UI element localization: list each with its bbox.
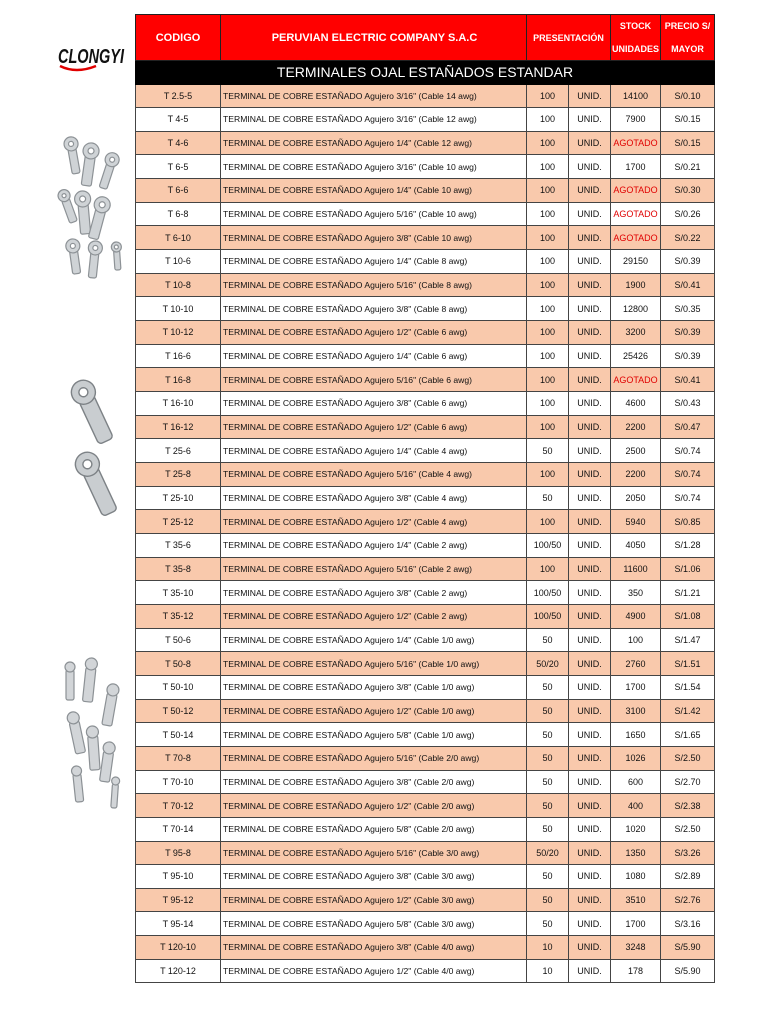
stock-cell: 1900 <box>611 273 661 297</box>
unit-cell: UNID. <box>569 463 611 487</box>
price-cell: S/2.50 <box>661 746 715 770</box>
code-cell: T 95-12 <box>136 888 221 912</box>
table-row <box>136 794 715 818</box>
unit-cell: UNID. <box>569 510 611 534</box>
qty-cell: 100 <box>527 557 569 581</box>
price-cell: S/5.90 <box>661 936 715 960</box>
code-cell: T 50-12 <box>136 699 221 723</box>
code-cell: T 16-6 <box>136 344 221 368</box>
code-cell: T 50-6 <box>136 628 221 652</box>
header-row-top <box>136 15 715 38</box>
unit-cell: UNID. <box>569 273 611 297</box>
desc-cell: TERMINAL DE COBRE ESTAÑADO Agujero 3/8" (Cable 4 awg) <box>221 486 527 510</box>
unit-cell: UNID. <box>569 817 611 841</box>
qty-cell: 100 <box>527 250 569 274</box>
price-cell: S/0.15 <box>661 131 715 155</box>
table-row <box>136 510 715 534</box>
price-cell: S/0.74 <box>661 439 715 463</box>
qty-cell: 50/20 <box>527 652 569 676</box>
table-row <box>136 202 715 226</box>
terminal-lugs-image-3 <box>56 650 130 815</box>
table-row <box>136 912 715 936</box>
qty-cell: 100 <box>527 226 569 250</box>
price-cell: S/0.39 <box>661 321 715 345</box>
unit-cell: UNID. <box>569 604 611 628</box>
price-cell: S/1.42 <box>661 699 715 723</box>
price-cell: S/0.74 <box>661 486 715 510</box>
unit-cell: UNID. <box>569 888 611 912</box>
qty-cell: 50 <box>527 675 569 699</box>
table-row <box>136 699 715 723</box>
qty-cell: 50 <box>527 770 569 794</box>
price-cell: S/2.38 <box>661 794 715 818</box>
qty-cell: 100 <box>527 392 569 416</box>
price-cell: S/2.76 <box>661 888 715 912</box>
unit-cell: UNID. <box>569 297 611 321</box>
qty-cell: 100 <box>527 155 569 179</box>
stock-cell: 14100 <box>611 84 661 108</box>
qty-cell: 100/50 <box>527 533 569 557</box>
unit-cell: UNID. <box>569 392 611 416</box>
qty-cell: 50/20 <box>527 841 569 865</box>
desc-cell: TERMINAL DE COBRE ESTAÑADO Agujero 3/8" (Cable 10 awg) <box>221 226 527 250</box>
desc-cell: TERMINAL DE COBRE ESTAÑADO Agujero 3/8" (Cable 8 awg) <box>221 297 527 321</box>
unit-cell: UNID. <box>569 439 611 463</box>
table-row <box>136 392 715 416</box>
desc-cell: TERMINAL DE COBRE ESTAÑADO Agujero 1/2" (Cable 3/0 awg) <box>221 888 527 912</box>
code-cell: T 25-10 <box>136 486 221 510</box>
table-row <box>136 250 715 274</box>
code-cell: T 95-14 <box>136 912 221 936</box>
desc-cell: TERMINAL DE COBRE ESTAÑADO Agujero 3/16" (Cable 14 awg) <box>221 84 527 108</box>
stock-cell: 1650 <box>611 723 661 747</box>
desc-cell: TERMINAL DE COBRE ESTAÑADO Agujero 1/4" (Cable 6 awg) <box>221 344 527 368</box>
stock-cell: 1350 <box>611 841 661 865</box>
header-codigo: CODIGO <box>136 15 221 61</box>
qty-cell: 100 <box>527 202 569 226</box>
unit-cell: UNID. <box>569 131 611 155</box>
unit-cell: UNID. <box>569 959 611 983</box>
code-cell: T 25-6 <box>136 439 221 463</box>
desc-cell: TERMINAL DE COBRE ESTAÑADO Agujero 5/16" (Cable 6 awg) <box>221 368 527 392</box>
desc-cell: TERMINAL DE COBRE ESTAÑADO Agujero 3/8" (Cable 4/0 awg) <box>221 936 527 960</box>
table-row <box>136 439 715 463</box>
desc-cell: TERMINAL DE COBRE ESTAÑADO Agujero 5/16" (Cable 4 awg) <box>221 463 527 487</box>
desc-cell: TERMINAL DE COBRE ESTAÑADO Agujero 1/2" (Cable 6 awg) <box>221 415 527 439</box>
qty-cell: 50 <box>527 486 569 510</box>
code-cell: T 16-8 <box>136 368 221 392</box>
table-row <box>136 604 715 628</box>
table-row <box>136 108 715 132</box>
desc-cell: TERMINAL DE COBRE ESTAÑADO Agujero 5/16" (Cable 2/0 awg) <box>221 746 527 770</box>
code-cell: T 10-12 <box>136 321 221 345</box>
desc-cell: TERMINAL DE COBRE ESTAÑADO Agujero 1/4" (Cable 8 awg) <box>221 250 527 274</box>
table-row <box>136 959 715 983</box>
price-cell: S/1.21 <box>661 581 715 605</box>
qty-cell: 50 <box>527 723 569 747</box>
price-cell: S/0.10 <box>661 84 715 108</box>
table-row <box>136 841 715 865</box>
table-row <box>136 770 715 794</box>
unit-cell: UNID. <box>569 226 611 250</box>
qty-cell: 50 <box>527 439 569 463</box>
stock-cell: AGOTADO <box>611 226 661 250</box>
table-row <box>136 486 715 510</box>
code-cell: T 16-12 <box>136 415 221 439</box>
table-row <box>136 675 715 699</box>
table-row <box>136 131 715 155</box>
code-cell: T 10-8 <box>136 273 221 297</box>
code-cell: T 10-10 <box>136 297 221 321</box>
unit-cell: UNID. <box>569 746 611 770</box>
desc-cell: TERMINAL DE COBRE ESTAÑADO Agujero 3/8" (Cable 2/0 awg) <box>221 770 527 794</box>
qty-cell: 100 <box>527 84 569 108</box>
stock-cell: 1026 <box>611 746 661 770</box>
desc-cell: TERMINAL DE COBRE ESTAÑADO Agujero 3/8" (Cable 2 awg) <box>221 581 527 605</box>
desc-cell: TERMINAL DE COBRE ESTAÑADO Agujero 5/16" (Cable 3/0 awg) <box>221 841 527 865</box>
unit-cell: UNID. <box>569 865 611 889</box>
qty-cell: 50 <box>527 794 569 818</box>
unit-cell: UNID. <box>569 912 611 936</box>
stock-cell: 3200 <box>611 321 661 345</box>
table-row <box>136 888 715 912</box>
brand-logo <box>56 30 126 80</box>
unit-cell: UNID. <box>569 486 611 510</box>
price-cell: S/0.22 <box>661 226 715 250</box>
unit-cell: UNID. <box>569 108 611 132</box>
qty-cell: 100 <box>527 368 569 392</box>
stock-cell: 25426 <box>611 344 661 368</box>
code-cell: T 70-10 <box>136 770 221 794</box>
unit-cell: UNID. <box>569 533 611 557</box>
unit-cell: UNID. <box>569 155 611 179</box>
stock-cell: 1700 <box>611 155 661 179</box>
stock-cell: AGOTADO <box>611 179 661 203</box>
qty-cell: 100/50 <box>527 604 569 628</box>
stock-cell: 178 <box>611 959 661 983</box>
code-cell: T 35-8 <box>136 557 221 581</box>
code-cell: T 120-12 <box>136 959 221 983</box>
qty-cell: 50 <box>527 865 569 889</box>
stock-cell: AGOTADO <box>611 368 661 392</box>
code-cell: T 50-10 <box>136 675 221 699</box>
unit-cell: UNID. <box>569 794 611 818</box>
desc-cell: TERMINAL DE COBRE ESTAÑADO Agujero 1/2" (Cable 4 awg) <box>221 510 527 534</box>
price-cell: S/1.08 <box>661 604 715 628</box>
header-price: PRECIO S/ <box>661 15 715 38</box>
header-company: PERUVIAN ELECTRIC COMPANY S.A.C <box>221 15 527 61</box>
table-row <box>136 581 715 605</box>
price-cell: S/1.51 <box>661 652 715 676</box>
desc-cell: TERMINAL DE COBRE ESTAÑADO Agujero 1/2" (Cable 6 awg) <box>221 321 527 345</box>
desc-cell: TERMINAL DE COBRE ESTAÑADO Agujero 5/16" (Cable 1/0 awg) <box>221 652 527 676</box>
qty-cell: 50 <box>527 628 569 652</box>
code-cell: T 16-10 <box>136 392 221 416</box>
qty-cell: 100 <box>527 321 569 345</box>
unit-cell: UNID. <box>569 368 611 392</box>
stock-cell: 4050 <box>611 533 661 557</box>
code-cell: T 95-10 <box>136 865 221 889</box>
unit-cell: UNID. <box>569 841 611 865</box>
table-row <box>136 273 715 297</box>
code-cell: T 6-10 <box>136 226 221 250</box>
header-presentacion: PRESENTACIÓN <box>527 15 611 61</box>
price-cell: S/0.15 <box>661 108 715 132</box>
qty-cell: 100 <box>527 108 569 132</box>
price-cell: S/1.47 <box>661 628 715 652</box>
qty-cell: 100 <box>527 273 569 297</box>
stock-cell: 100 <box>611 628 661 652</box>
price-cell: S/0.21 <box>661 155 715 179</box>
stock-cell: 1700 <box>611 675 661 699</box>
desc-cell: TERMINAL DE COBRE ESTAÑADO Agujero 1/4" (Cable 12 awg) <box>221 131 527 155</box>
table-row <box>136 936 715 960</box>
code-cell: T 35-12 <box>136 604 221 628</box>
unit-cell: UNID. <box>569 936 611 960</box>
table-row <box>136 84 715 108</box>
stock-cell: 4600 <box>611 392 661 416</box>
table-row <box>136 746 715 770</box>
price-cell: S/1.54 <box>661 675 715 699</box>
price-cell: S/2.50 <box>661 817 715 841</box>
desc-cell: TERMINAL DE COBRE ESTAÑADO Agujero 3/8" (Cable 6 awg) <box>221 392 527 416</box>
table-row <box>136 628 715 652</box>
unit-cell: UNID. <box>569 344 611 368</box>
terminal-lugs-image-2 <box>58 365 130 530</box>
stock-cell: 1700 <box>611 912 661 936</box>
price-cell: S/0.43 <box>661 392 715 416</box>
brand-logo-text: CLONGYI <box>58 46 125 68</box>
price-cell: S/0.41 <box>661 273 715 297</box>
desc-cell: TERMINAL DE COBRE ESTAÑADO Agujero 5/8" (Cable 2/0 awg) <box>221 817 527 841</box>
code-cell: T 95-8 <box>136 841 221 865</box>
section-title-row <box>136 61 715 85</box>
qty-cell: 100 <box>527 179 569 203</box>
unit-cell: UNID. <box>569 770 611 794</box>
desc-cell: TERMINAL DE COBRE ESTAÑADO Agujero 1/4" (Cable 1/0 awg) <box>221 628 527 652</box>
code-cell: T 25-12 <box>136 510 221 534</box>
code-cell: T 120-10 <box>136 936 221 960</box>
section-title: TERMINALES OJAL ESTAÑADOS ESTANDAR <box>136 61 715 85</box>
code-cell: T 35-6 <box>136 533 221 557</box>
header-stock-units: UNIDADES <box>611 38 661 61</box>
code-cell: T 25-8 <box>136 463 221 487</box>
qty-cell: 100 <box>527 415 569 439</box>
table-row <box>136 652 715 676</box>
unit-cell: UNID. <box>569 415 611 439</box>
price-cell: S/0.35 <box>661 297 715 321</box>
unit-cell: UNID. <box>569 250 611 274</box>
desc-cell: TERMINAL DE COBRE ESTAÑADO Agujero 1/2" (Cable 4/0 awg) <box>221 959 527 983</box>
stock-cell: 400 <box>611 794 661 818</box>
desc-cell: TERMINAL DE COBRE ESTAÑADO Agujero 3/16" (Cable 10 awg) <box>221 155 527 179</box>
table-row <box>136 226 715 250</box>
stock-cell: 1020 <box>611 817 661 841</box>
price-cell: S/1.65 <box>661 723 715 747</box>
unit-cell: UNID. <box>569 652 611 676</box>
table-row <box>136 155 715 179</box>
code-cell: T 6-8 <box>136 202 221 226</box>
stock-cell: 350 <box>611 581 661 605</box>
desc-cell: TERMINAL DE COBRE ESTAÑADO Agujero 1/4" (Cable 4 awg) <box>221 439 527 463</box>
code-cell: T 6-5 <box>136 155 221 179</box>
stock-cell: 11600 <box>611 557 661 581</box>
unit-cell: UNID. <box>569 723 611 747</box>
price-cell: S/0.39 <box>661 344 715 368</box>
header-price-mayor: MAYOR <box>661 38 715 61</box>
desc-cell: TERMINAL DE COBRE ESTAÑADO Agujero 1/2" (Cable 2 awg) <box>221 604 527 628</box>
stock-cell: 2760 <box>611 652 661 676</box>
desc-cell: TERMINAL DE COBRE ESTAÑADO Agujero 3/16" (Cable 12 awg) <box>221 108 527 132</box>
desc-cell: TERMINAL DE COBRE ESTAÑADO Agujero 5/8" (Cable 3/0 awg) <box>221 912 527 936</box>
price-cell: S/2.70 <box>661 770 715 794</box>
table-row <box>136 297 715 321</box>
code-cell: T 4-5 <box>136 108 221 132</box>
table-row <box>136 344 715 368</box>
stock-cell: 3510 <box>611 888 661 912</box>
stock-cell: 4900 <box>611 604 661 628</box>
stock-cell: 29150 <box>611 250 661 274</box>
code-cell: T 35-10 <box>136 581 221 605</box>
terminal-lugs-image-1 <box>52 130 132 290</box>
table-row <box>136 865 715 889</box>
qty-cell: 100 <box>527 297 569 321</box>
desc-cell: TERMINAL DE COBRE ESTAÑADO Agujero 5/16" (Cable 2 awg) <box>221 557 527 581</box>
code-cell: T 6-6 <box>136 179 221 203</box>
desc-cell: TERMINAL DE COBRE ESTAÑADO Agujero 5/16" (Cable 10 awg) <box>221 202 527 226</box>
price-cell: S/0.85 <box>661 510 715 534</box>
unit-cell: UNID. <box>569 675 611 699</box>
qty-cell: 10 <box>527 959 569 983</box>
stock-cell: 5940 <box>611 510 661 534</box>
table-row <box>136 533 715 557</box>
table-row <box>136 179 715 203</box>
code-cell: T 70-12 <box>136 794 221 818</box>
code-cell: T 70-8 <box>136 746 221 770</box>
qty-cell: 50 <box>527 746 569 770</box>
table-row <box>136 368 715 392</box>
code-cell: T 2.5-5 <box>136 84 221 108</box>
qty-cell: 100 <box>527 510 569 534</box>
stock-cell: 600 <box>611 770 661 794</box>
qty-cell: 100/50 <box>527 581 569 605</box>
qty-cell: 50 <box>527 912 569 936</box>
code-cell: T 50-14 <box>136 723 221 747</box>
price-cell: S/0.26 <box>661 202 715 226</box>
table-row <box>136 321 715 345</box>
table-row <box>136 557 715 581</box>
unit-cell: UNID. <box>569 581 611 605</box>
price-cell: S/0.41 <box>661 368 715 392</box>
desc-cell: TERMINAL DE COBRE ESTAÑADO Agujero 1/4" (Cable 10 awg) <box>221 179 527 203</box>
qty-cell: 100 <box>527 463 569 487</box>
desc-cell: TERMINAL DE COBRE ESTAÑADO Agujero 3/8" (Cable 1/0 awg) <box>221 675 527 699</box>
header-stock: STOCK <box>611 15 661 38</box>
stock-cell: 2200 <box>611 415 661 439</box>
price-cell: S/1.28 <box>661 533 715 557</box>
desc-cell: TERMINAL DE COBRE ESTAÑADO Agujero 1/4" (Cable 2 awg) <box>221 533 527 557</box>
price-cell: S/0.47 <box>661 415 715 439</box>
desc-cell: TERMINAL DE COBRE ESTAÑADO Agujero 1/2" (Cable 1/0 awg) <box>221 699 527 723</box>
stock-cell: AGOTADO <box>611 131 661 155</box>
stock-cell: 1080 <box>611 865 661 889</box>
code-cell: T 70-14 <box>136 817 221 841</box>
unit-cell: UNID. <box>569 557 611 581</box>
stock-cell: 12800 <box>611 297 661 321</box>
unit-cell: UNID. <box>569 699 611 723</box>
desc-cell: TERMINAL DE COBRE ESTAÑADO Agujero 5/8" (Cable 1/0 awg) <box>221 723 527 747</box>
price-list-table <box>135 14 715 983</box>
unit-cell: UNID. <box>569 628 611 652</box>
code-cell: T 10-6 <box>136 250 221 274</box>
table-row <box>136 723 715 747</box>
stock-cell: 2200 <box>611 463 661 487</box>
stock-cell: 2500 <box>611 439 661 463</box>
unit-cell: UNID. <box>569 202 611 226</box>
price-cell: S/0.74 <box>661 463 715 487</box>
table-row <box>136 817 715 841</box>
qty-cell: 50 <box>527 817 569 841</box>
price-cell: S/0.30 <box>661 179 715 203</box>
code-cell: T 4-6 <box>136 131 221 155</box>
table-row <box>136 463 715 487</box>
unit-cell: UNID. <box>569 321 611 345</box>
price-cell: S/1.06 <box>661 557 715 581</box>
stock-cell: 3100 <box>611 699 661 723</box>
qty-cell: 50 <box>527 888 569 912</box>
price-cell: S/0.39 <box>661 250 715 274</box>
qty-cell: 100 <box>527 344 569 368</box>
stock-cell: 7900 <box>611 108 661 132</box>
table-row <box>136 415 715 439</box>
price-cell: S/5.90 <box>661 959 715 983</box>
qty-cell: 100 <box>527 131 569 155</box>
qty-cell: 50 <box>527 699 569 723</box>
price-cell: S/2.89 <box>661 865 715 889</box>
desc-cell: TERMINAL DE COBRE ESTAÑADO Agujero 5/16" (Cable 8 awg) <box>221 273 527 297</box>
desc-cell: TERMINAL DE COBRE ESTAÑADO Agujero 1/2" (Cable 2/0 awg) <box>221 794 527 818</box>
desc-cell: TERMINAL DE COBRE ESTAÑADO Agujero 3/8" (Cable 3/0 awg) <box>221 865 527 889</box>
unit-cell: UNID. <box>569 179 611 203</box>
price-cell: S/3.26 <box>661 841 715 865</box>
price-cell: S/3.16 <box>661 912 715 936</box>
code-cell: T 50-8 <box>136 652 221 676</box>
stock-cell: AGOTADO <box>611 202 661 226</box>
unit-cell: UNID. <box>569 84 611 108</box>
stock-cell: 2050 <box>611 486 661 510</box>
stock-cell: 3248 <box>611 936 661 960</box>
qty-cell: 10 <box>527 936 569 960</box>
